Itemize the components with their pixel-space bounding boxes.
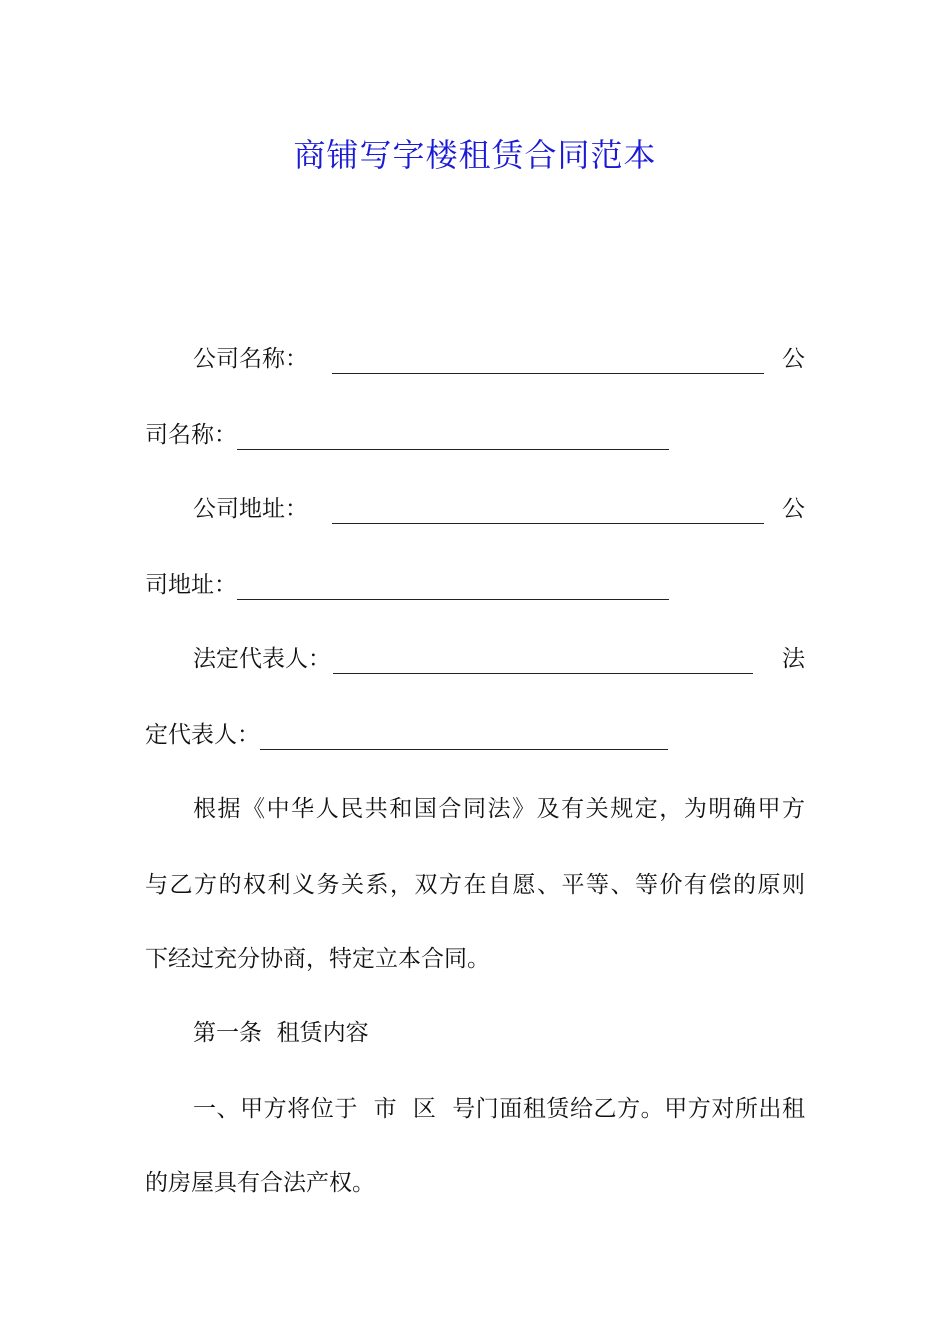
- field-label: 司名称：: [145, 422, 237, 448]
- field-tail: 公: [782, 346, 805, 372]
- preamble-line: 与乙方的权利义务关系，双方在自愿、平等、等价有偿的原则: [145, 872, 805, 898]
- preamble-line: 根据《中华人民共和国合同法》及有关规定，为明确甲方: [193, 796, 805, 822]
- blank-underline: [237, 577, 669, 600]
- party-b-address-row: [145, 570, 805, 600]
- blank-underline: [237, 427, 669, 450]
- party-b-representative-row: [145, 720, 805, 750]
- field-tail: 公: [782, 496, 805, 522]
- party-b-name-row: [145, 420, 805, 450]
- document-title: 商铺写字楼租赁合同范本: [293, 136, 657, 174]
- party-a-name-row: [193, 344, 805, 374]
- blank-underline: [333, 651, 753, 674]
- blank-underline: [260, 727, 668, 750]
- field-label: 法定代表人：: [193, 646, 331, 672]
- preamble-line: 下经过充分协商，特定立本合同。: [145, 946, 490, 972]
- clause-line: 的房屋具有合法产权。: [145, 1170, 375, 1196]
- field-label: 公司地址：: [193, 496, 308, 522]
- blank-underline: [332, 351, 764, 374]
- party-a-address-row: [193, 494, 805, 524]
- clause-line: 一、甲方将位于 市 区 号门面租赁给乙方。甲方对所出租: [193, 1096, 805, 1122]
- field-label: 司地址：: [145, 572, 237, 598]
- party-a-representative-row: [193, 644, 805, 674]
- field-tail: 法: [782, 646, 805, 672]
- field-label: 公司名称：: [193, 346, 308, 372]
- article-heading: 第一条 租赁内容: [193, 1020, 369, 1046]
- field-label: 定代表人：: [145, 722, 260, 748]
- blank-underline: [332, 501, 764, 524]
